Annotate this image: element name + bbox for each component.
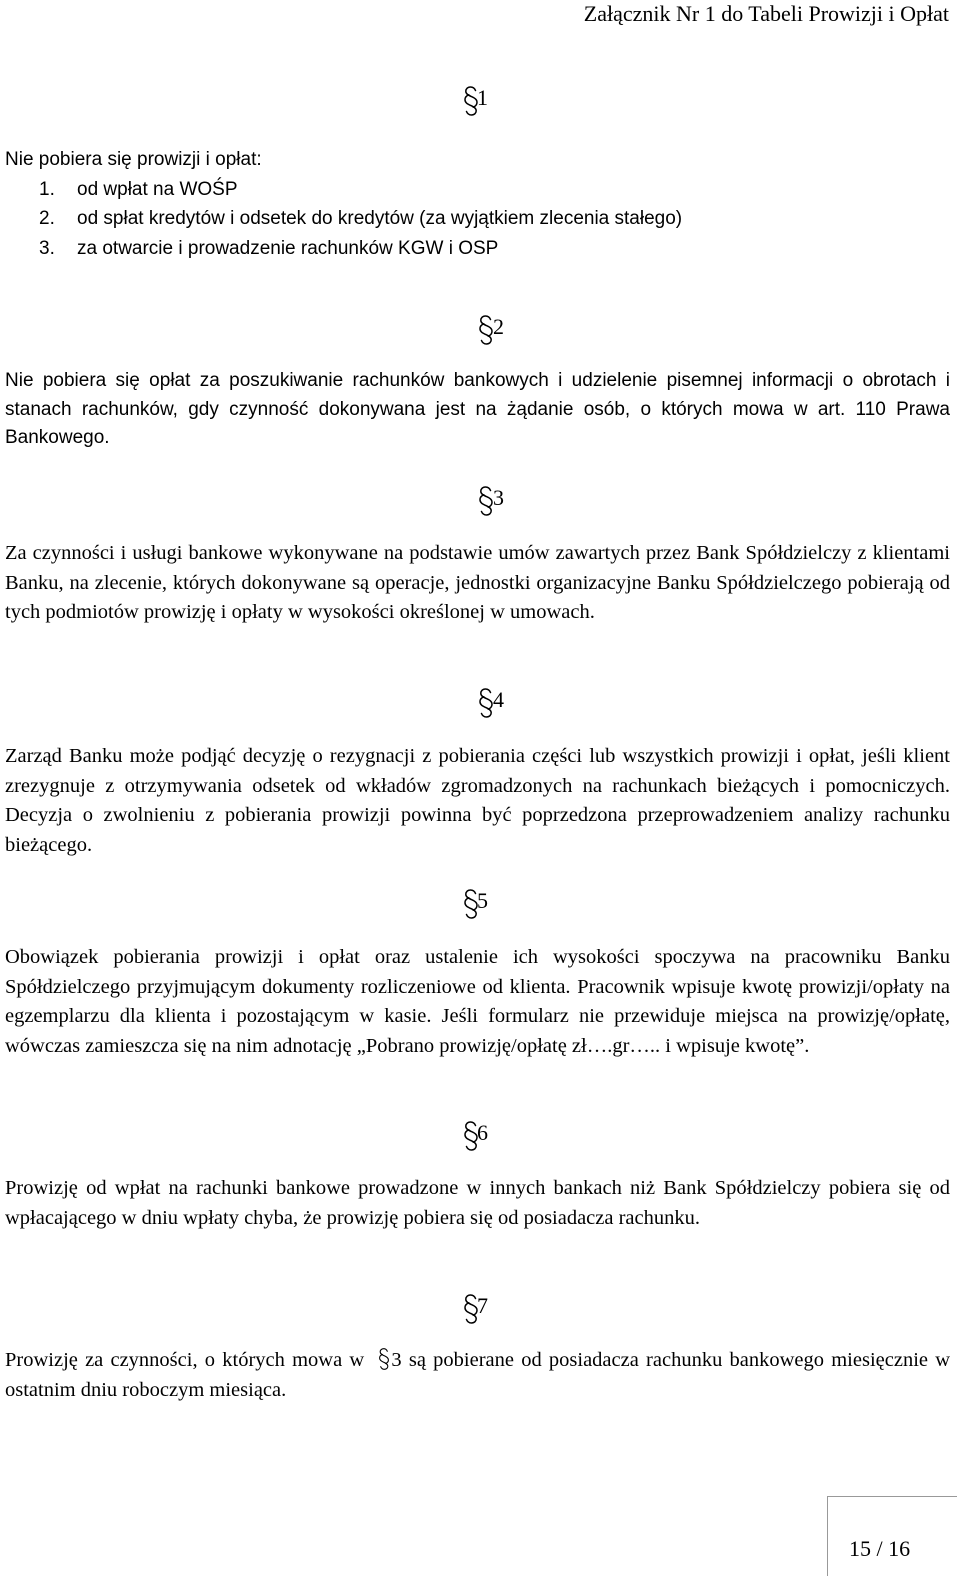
list-index: 3.: [39, 237, 55, 259]
section-paragraph-6: Prowizję od wpłat na rachunki bankowe prowadzone w innych bankach niż Bank Spółdzielczy pobiera się od wpłacającego w dniu wpłaty chyba, że prowizję pobiera się od posiadacza rachunku.: [5, 1177, 950, 1229]
list-item: [5, 204, 682, 234]
section-number: 2: [493, 314, 504, 339]
page-number-box: [827, 1496, 957, 1576]
section-reference: 3: [391, 1349, 402, 1371]
section-paragraph-4: Zarząd Banku może podjąć decyzję o rezygnacji z pobierania części lub wszystkich prowizji i opłat, jeśli klient zrezygnuje z otrzymywania odsetek od wkładów zgromadzonych na rachunkach bieżących i pomocniczych. Decyzja o zwolnieniu z pobierania prowizji powinna być poprzedzona przeprowadzeniem analizy rachunku bieżącego.: [5, 745, 950, 856]
section-number: 5: [477, 888, 488, 913]
section-number: 4: [493, 687, 504, 712]
list-text: za otwarcie i prowadzenie rachunków KGW i OSP: [77, 237, 499, 259]
list-text: od wpłat na WOŚP: [77, 178, 238, 200]
section-number: 3: [493, 485, 504, 510]
exemption-list: [5, 175, 682, 264]
section-paragraph-7: [5, 1346, 950, 1405]
intro-lead: Nie pobiera się prowizji i opłat:: [5, 149, 262, 170]
list-item: [5, 234, 682, 264]
paragraph-text-end: są pobierane od posiadacza rachunku bankowego miesięcznie w ostatnim dniu roboczym miesiąca.: [5, 1349, 951, 1401]
document-header: Załącznik Nr 1 do Tabeli Prowizji i Opłat: [583, 1, 949, 26]
list-item: [5, 175, 682, 205]
section-number: 6: [477, 1120, 488, 1145]
section-number: 1: [477, 85, 488, 110]
fee-exemption-intro: [5, 145, 682, 263]
section-paragraph-2: Nie pobiera się opłat za poszukiwanie rachunków bankowych i udzielenie pisemnej informacji o obrotach i stanach rachunków, gdy czynność dokonywana jest na żądanie osób, o których mowa w art. 110 Prawa Bankowego.: [5, 370, 950, 449]
section-number: 7: [477, 1293, 488, 1318]
section-paragraph-3: Za czynności i usługi bankowe wykonywane na podstawie umów zawartych przez Bank Spółdzielczy z klientami Banku, na zlecenie, których dokonywane są operacje, jednostki organizacyjne Banku Spółdzielczego pobierają od tych podmiotów prowizję i opłaty w wysokości określonej w umowach.: [5, 542, 950, 624]
section-sign-icon: [377, 1348, 391, 1370]
list-index: 2.: [39, 208, 55, 229]
list-index: 1.: [39, 178, 55, 200]
paragraph-text-start: Prowizję za czynności, o których mowa w: [5, 1349, 365, 1371]
page-number: 15 / 16: [849, 1536, 911, 1561]
section-paragraph-5: Obowiązek pobierania prowizji i opłat oraz ustalenie ich wysokości spoczywa na pracowniku Banku Spółdzielczego przyjmującym dokumenty rozliczeniowe od klienta. Pracownik wpisuje kwotę prowizji/opłaty na egzemplarzu dla klienta i pozostającym w kasie. Jeśli formularz nie przewiduje miejsca na prowizję/opłatę, wówczas zamieszcza się na nim adnotację „Pobrano prowizję/opłatę zł….gr….. i wpisuje kwotę”.: [5, 946, 950, 1057]
list-text: od spłat kredytów i odsetek do kredytów (za wyjątkiem zlecenia stałego): [77, 208, 683, 229]
